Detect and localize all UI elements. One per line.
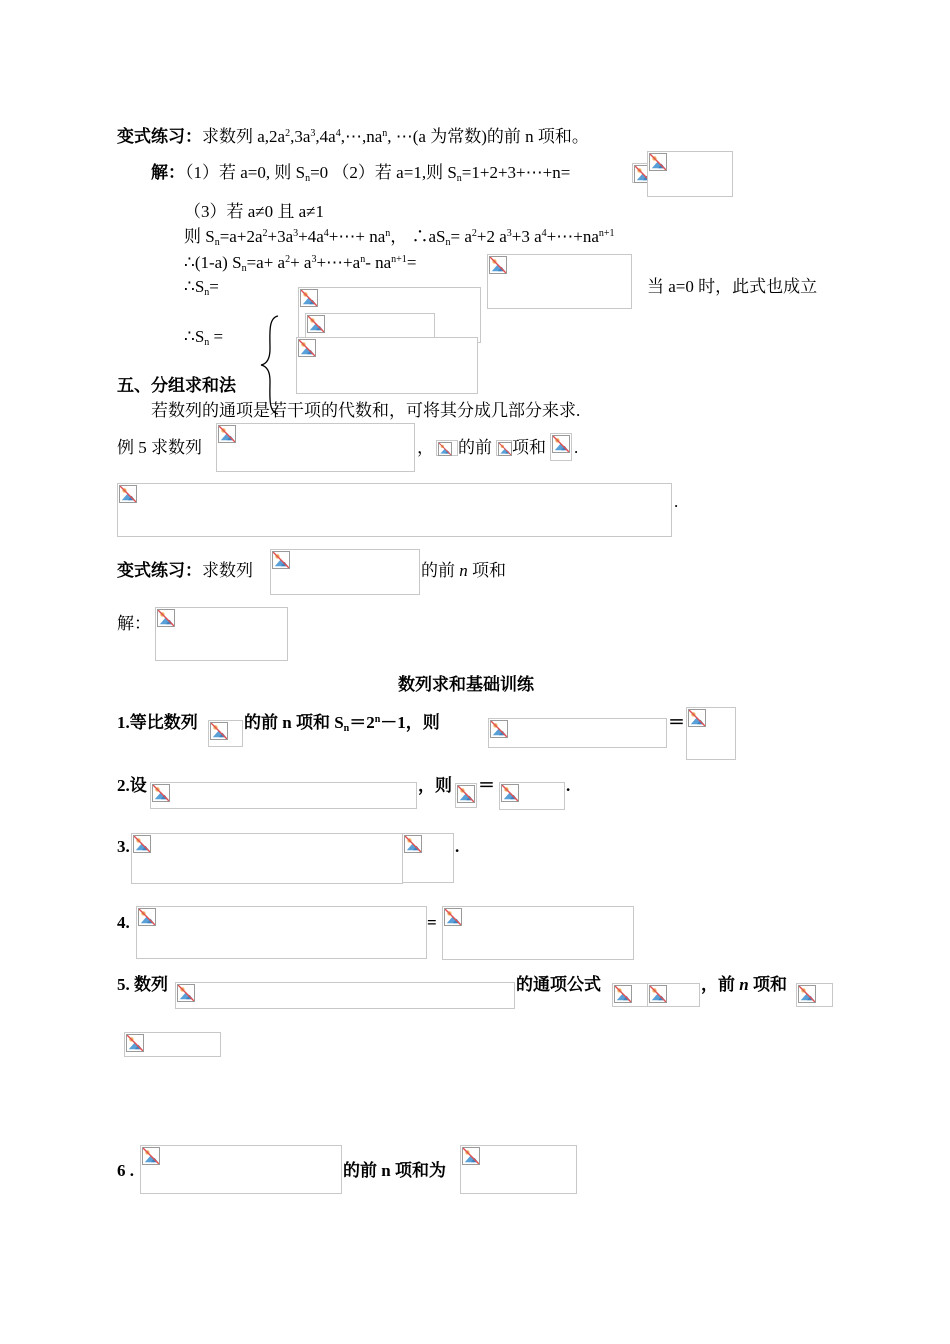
broken-image-icon [133,835,151,853]
broken-image-icon [152,784,170,802]
solution-line-sn: 则 $S_n=a+2a^2+3a^3+4a^4+\cdots+ na^n$， $\therefore aS_n= a^2+2$ $a^3+3$ $a^4+\cdots+na^{n+1}$ [184,227,615,248]
broken-image-icon [688,709,706,727]
formula-image [455,783,477,808]
formula-image [442,906,634,960]
broken-image-icon [501,784,519,802]
broken-image-icon [307,315,325,333]
variant-2-solution-label: 解： [117,614,151,633]
formula-image [647,983,700,1007]
question-4: 4. [117,913,130,932]
formula-image [550,433,572,461]
broken-image-icon [404,835,422,853]
broken-image-icon [272,551,290,569]
broken-image-icon [490,720,508,738]
formula-image [296,337,478,394]
broken-image-icon [649,985,667,1003]
solution-cases-1-2: 解：（1）若 a=0, 则 $S_n=0$ （2）若 a=1,则 $S_n=1+2+3+\cdots+n=$ [151,163,571,184]
question-5: 5. 数列 [117,975,168,994]
broken-image-icon [798,985,816,1003]
broken-image-icon [210,722,228,740]
question-3: 3. [117,837,130,856]
broken-image-icon [126,1034,144,1052]
solution-line-sn-result: $\therefore S_n=$ [184,277,219,298]
broken-image-icon [142,1147,160,1165]
variant-exercise-1: 变式练习：求数列 $a,2a^2,3a^3,4a^4,\cdots,na^n$, ⋯(a 为常数)的前 n 项和。 [117,127,589,146]
broken-image-icon [498,442,512,456]
formula-image [131,833,403,884]
formula-image [612,983,648,1007]
broken-image-icon [438,442,452,456]
formula-image [270,549,420,595]
broken-image-icon [157,609,175,627]
formula-image [117,483,672,537]
broken-image-icon [457,785,475,803]
question-6: 6 . [117,1161,134,1180]
example-5-label: 例 5 求数列 [117,438,202,457]
broken-image-icon [119,485,137,503]
broken-image-icon [489,256,507,274]
variant-title: 变式练习： [117,127,202,146]
broken-image-icon [177,984,195,1002]
solution-line-sn-piecewise: $\therefore S_n$ = [184,327,224,348]
broken-image-icon [444,908,462,926]
broken-image-icon [462,1147,480,1165]
formula-image [216,423,415,472]
broken-image-icon [552,435,570,453]
formula-image [647,151,733,197]
broken-image-icon [218,425,236,443]
formula-image [124,1032,221,1057]
formula-image [460,1145,577,1194]
formula-image [686,707,736,760]
section-5-desc: 若数列的通项是若干项的代数和，可将其分成几部分来求. [151,401,581,420]
formula-image [208,720,243,747]
broken-image-icon [614,985,632,1003]
solution-line-1-minus-a: ∴(1-a) $S_n=a+ a^2+$ $a^3+\cdots+a^n-$ $na^{n+1}=$ [184,253,417,274]
formula-image [487,254,632,309]
formula-image [150,782,417,809]
formula-image [436,440,458,456]
formula-image [175,982,515,1009]
variant-exercise-2: 变式练习：求数列 [117,561,253,580]
formula-image [499,782,565,810]
solution-case-3: （3）若 a≠0 且 a≠1 [184,202,325,221]
formula-image [796,983,833,1007]
question-2: 2.设 [117,776,147,795]
broken-image-icon [298,339,316,357]
broken-image-icon [649,153,667,171]
broken-image-icon [138,908,156,926]
solution-note: 当 a=0 时，此式也成立 [647,277,818,296]
formula-image [496,440,512,456]
formula-image [140,1145,342,1194]
section-5-title: 五、分组求和法 [117,376,236,395]
formula-image [136,906,427,959]
broken-image-icon [300,289,318,307]
training-title: 数列求和基础训练 [398,675,534,694]
question-1: 1.等比数列 [117,713,198,732]
formula-image [155,607,288,661]
formula-image [488,718,667,748]
formula-image [402,833,454,883]
